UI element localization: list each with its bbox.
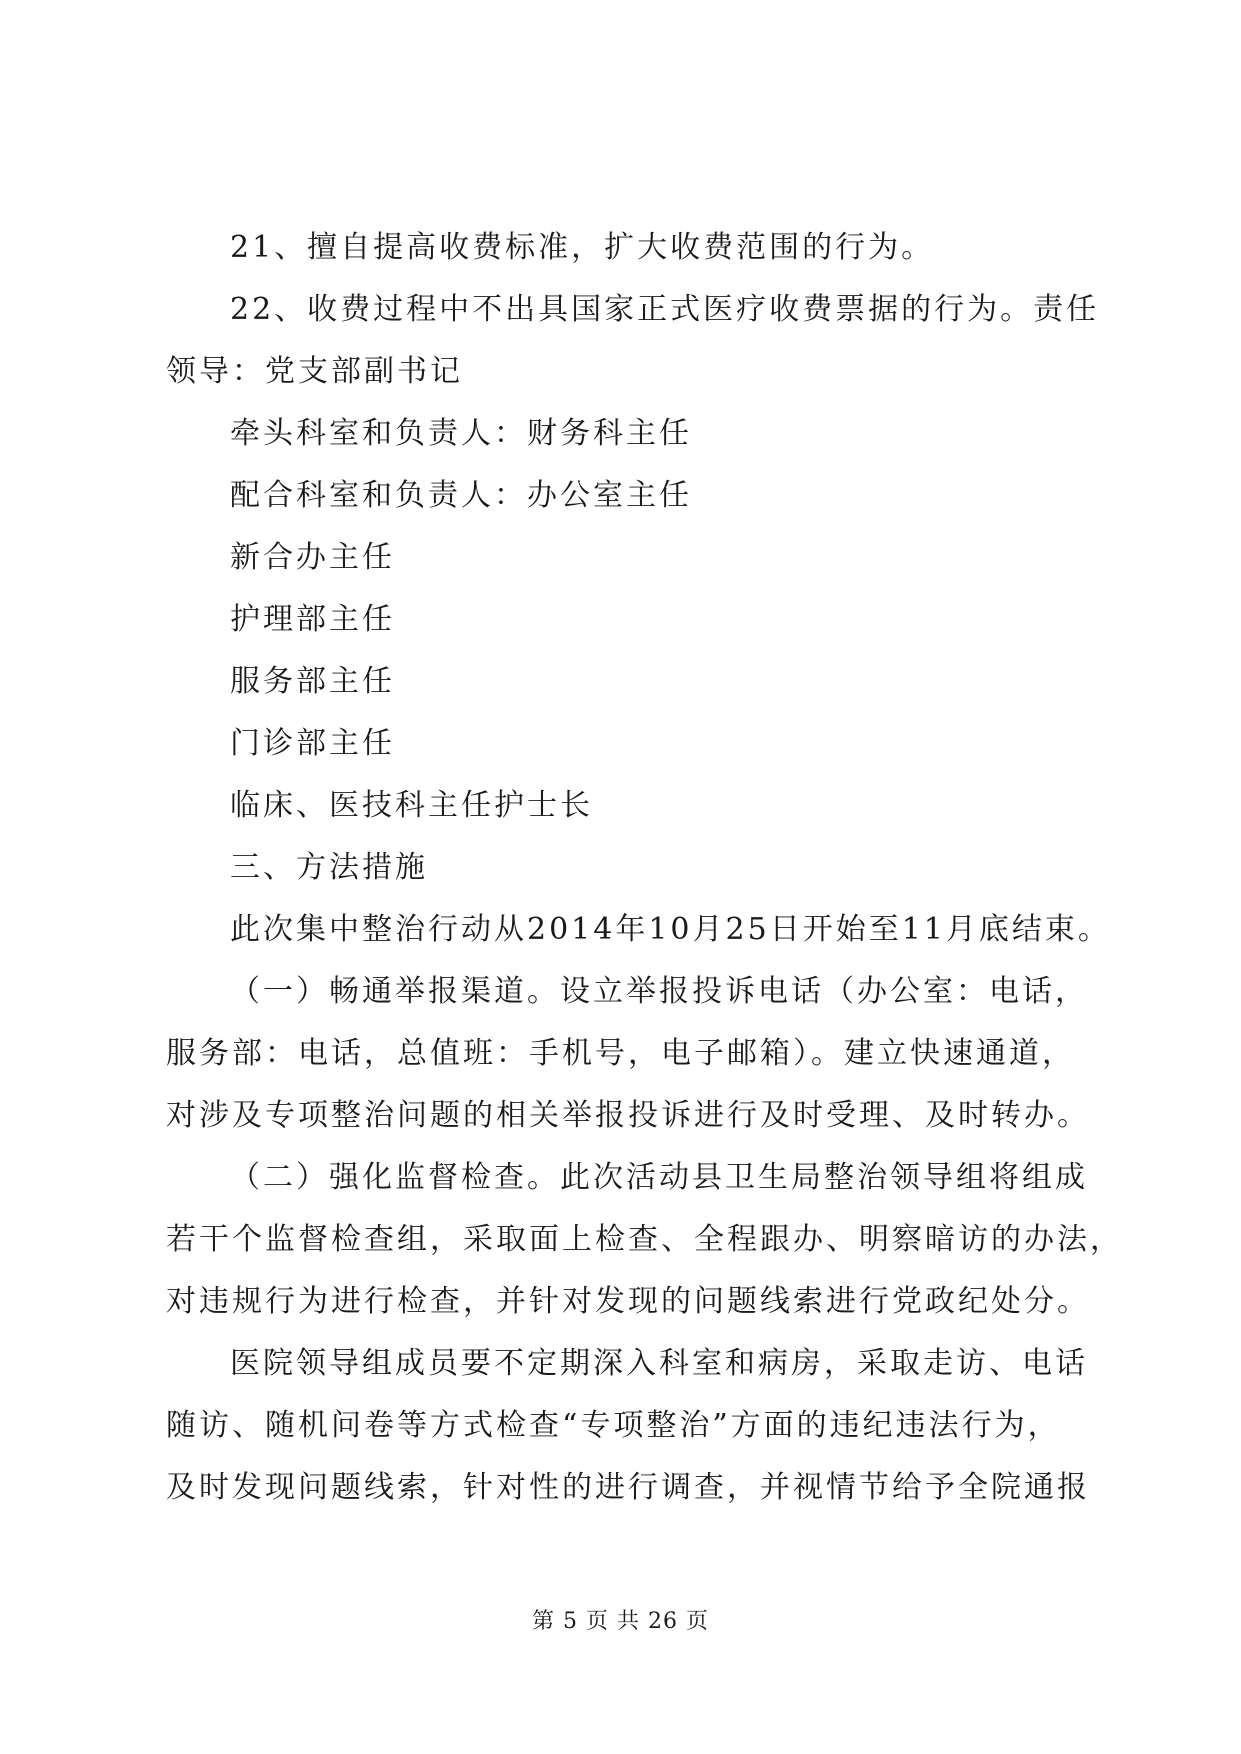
text-line: 对涉及专项整治问题的相关举报投诉进行及时受理、及时转办。: [166, 1098, 1090, 1133]
text-line: 此次集中整治行动从2014年10月25日开始至11月底结束。: [230, 912, 1111, 947]
text-line: 服务部：电话，总值班：手机号，电子邮箱）。建立快速通道，: [166, 1036, 1075, 1071]
text-line: 22、收费过程中不出具国家正式医疗收费票据的行为。责任: [230, 292, 1100, 327]
text-line: （二）强化监督检查。此次活动县卫生局整治领导组将组成: [230, 1160, 1088, 1195]
text-line: 医院领导组成员要不定期深入科室和病房，采取走访、电话: [230, 1346, 1088, 1381]
text-line: （一）畅通举报渠道。设立举报投诉电话（办公室：电话，: [230, 974, 1088, 1009]
text-line: 临床、医技科主任护士长: [230, 788, 593, 823]
text-line: 服务部主任: [230, 664, 395, 699]
text-line: 配合科室和负责人：办公室主任: [230, 478, 692, 513]
text-line: 若干个监督检查组，采取面上检查、全程跟办、明察暗访的办法，: [166, 1222, 1123, 1257]
text-line: 门诊部主任: [230, 726, 395, 761]
text-line: 护理部主任: [230, 602, 395, 637]
text-line: 领导：党支部副书记: [166, 354, 463, 389]
text-line: 新合办主任: [230, 540, 395, 575]
text-line: 随访、随机问卷等方式检查“专项整治”方面的违纪违法行为，: [166, 1408, 1061, 1443]
text-line: 21、擅自提高收费标准，扩大收费范围的行为。: [230, 230, 935, 265]
text-line: 及时发现问题线索，针对性的进行调查，并视情节给予全院通报: [166, 1470, 1090, 1505]
section-heading: 三、方法措施: [230, 850, 428, 885]
page-number-footer: 第 5 页 共 26 页: [532, 1609, 709, 1634]
text-line: 对违规行为进行检查，并针对发现的问题线索进行党政纪处分。: [166, 1284, 1090, 1319]
text-line: 牵头科室和负责人：财务科主任: [230, 416, 692, 451]
